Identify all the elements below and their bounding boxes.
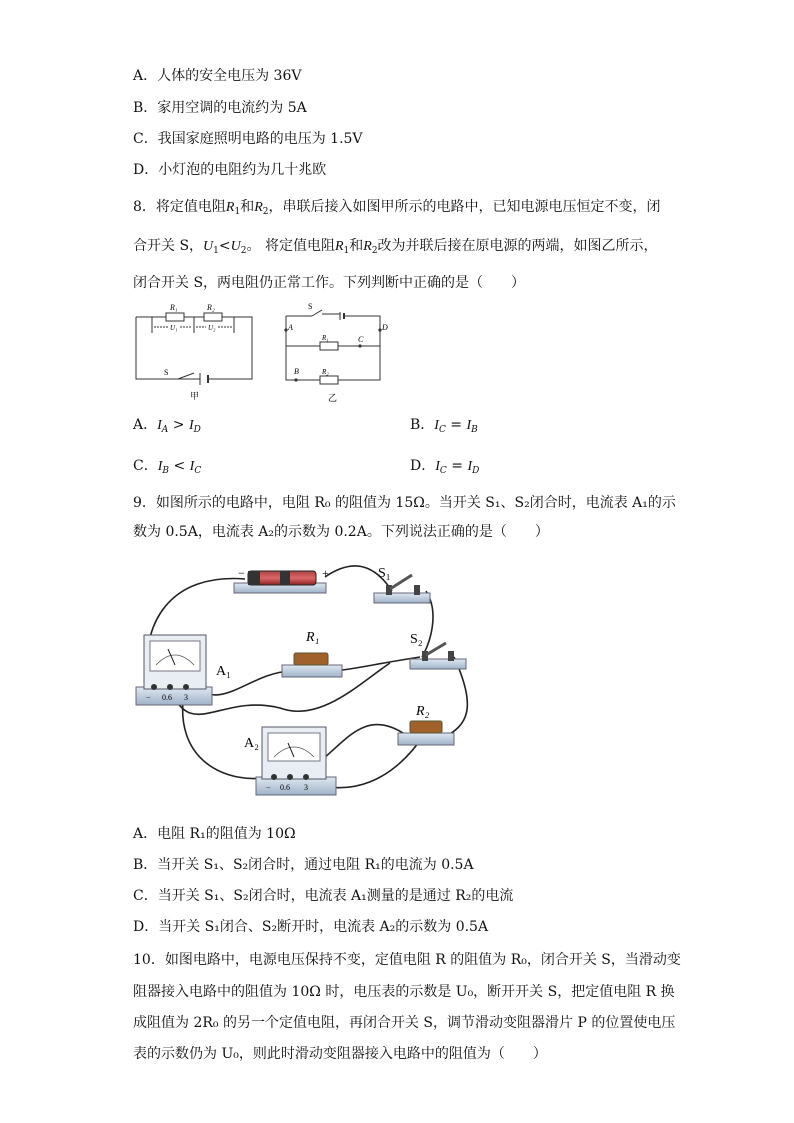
figure-label-jia: 甲 <box>190 391 200 401</box>
svg-text:A: A <box>288 323 293 332</box>
q7-option-b: B．家用空调的电流约为 5A <box>133 100 307 116</box>
svg-text:3: 3 <box>184 693 188 702</box>
svg-text:C: C <box>358 335 364 344</box>
q8-stem-line1: 8．将定值电阻$R_1$和$R_2$，串联后接入如图甲所示的电路中，已知电源电压恒定不变，闭 <box>133 199 661 217</box>
switch-s2-label: S₂ <box>410 632 423 647</box>
resistor-r2-label: R₂ <box>416 704 430 719</box>
svg-text:−: − <box>146 693 151 702</box>
q10-stem-line3: 成阻值为 2R₀ 的另一个定值电阻，再闭合开关 S，调节滑动变阻器滑片 P 的位置使电压 <box>133 1015 676 1031</box>
svg-text:0.6: 0.6 <box>162 693 172 702</box>
svg-text:R₁: R₁ <box>322 334 329 342</box>
svg-text:−: − <box>238 566 245 580</box>
svg-text:R₂: R₂ <box>207 303 215 312</box>
q8-circuit-yi <box>282 300 394 404</box>
ammeter-a2-label: A₂ <box>244 736 259 751</box>
svg-text:S: S <box>164 368 169 377</box>
q9-option-a: A．电阻 R₁的阻值为 10Ω <box>133 826 296 842</box>
svg-text:R₂: R₂ <box>322 368 329 376</box>
svg-text:3: 3 <box>304 783 308 792</box>
resistor-r1-label: R₁ <box>306 630 320 645</box>
q9-circuit-illustration <box>130 553 470 805</box>
svg-text:B: B <box>294 367 299 376</box>
q7-option-d: D．小灯泡的电阻约为几十兆欧 <box>133 162 327 178</box>
q9-stem-line1: 9．如图所示的电路中，电阻 R₀ 的阻值为 15Ω。当开关 S₁、S₂闭合时，电流表 A₁的示 <box>133 495 676 511</box>
q8-stem-line2: 合开关 S，$U_1<U_2$。 将定值电阻$R_1$和$R_2$改为并联后接在原电源的两端，如图乙所示， <box>133 238 658 256</box>
q7-option-c: C．我国家庭照明电路的电压为 1.5V <box>133 131 363 147</box>
svg-text:+: + <box>322 566 329 580</box>
q8-circuit-jia <box>128 303 268 401</box>
switch-s1-label: S₁ <box>378 566 391 581</box>
q9-option-b: B．当开关 S₁、S₂闭合时，通过电阻 R₁的电流为 0.5A <box>133 857 474 873</box>
q8-option-c: C．$I_B < I_C$ <box>133 458 202 476</box>
q9-option-c: C．当开关 S₁、S₂闭合时，电流表 A₁测量的是通过 R₂的电流 <box>133 888 514 904</box>
svg-text:0.6: 0.6 <box>280 783 290 792</box>
q10-stem-line2: 阻器接入电路中的阻值为 10Ω 时，电压表的示数是 U₀，断开开关 S，把定值电阻 R 换 <box>133 984 675 1000</box>
q9-option-d: D．当开关 S₁闭合、S₂断开时，电流表 A₂的示数为 0.5A <box>133 919 489 935</box>
svg-text:R₁: R₁ <box>170 303 178 312</box>
q8-stem-line3: 闭合开关 S，两电阻仍正常工作。下列判断中正确的是（ ） <box>133 275 526 291</box>
q8-option-a: A．$I_A > I_D$ <box>133 417 201 435</box>
svg-text:U₂: U₂ <box>208 324 216 332</box>
q7-option-a: A．人体的安全电压为 36V <box>133 68 302 84</box>
svg-text:D: D <box>382 323 388 332</box>
q10-stem-line1: 10．如图电路中，电源电压保持不变，定值电阻 R 的阻值为 R₀，闭合开关 S，当滑动变 <box>133 952 681 968</box>
q8-option-b: B．$I_C = I_B$ <box>410 417 478 435</box>
svg-text:−: − <box>266 783 271 792</box>
q10-stem-line4: 表的示数仍为 U₀，则此时滑动变阻器接入电路中的阻值为（ ） <box>133 1046 547 1062</box>
q9-stem-line2: 数为 0.5A，电流表 A₂的示数为 0.2A。下列说法正确的是（ ） <box>133 524 549 540</box>
svg-text:S: S <box>308 302 313 311</box>
ammeter-a1-label: A₁ <box>216 664 231 679</box>
figure-label-yi: 乙 <box>328 393 338 403</box>
q8-option-d: D．$I_C = I_D$ <box>410 458 480 476</box>
svg-text:U₁: U₁ <box>170 324 178 332</box>
